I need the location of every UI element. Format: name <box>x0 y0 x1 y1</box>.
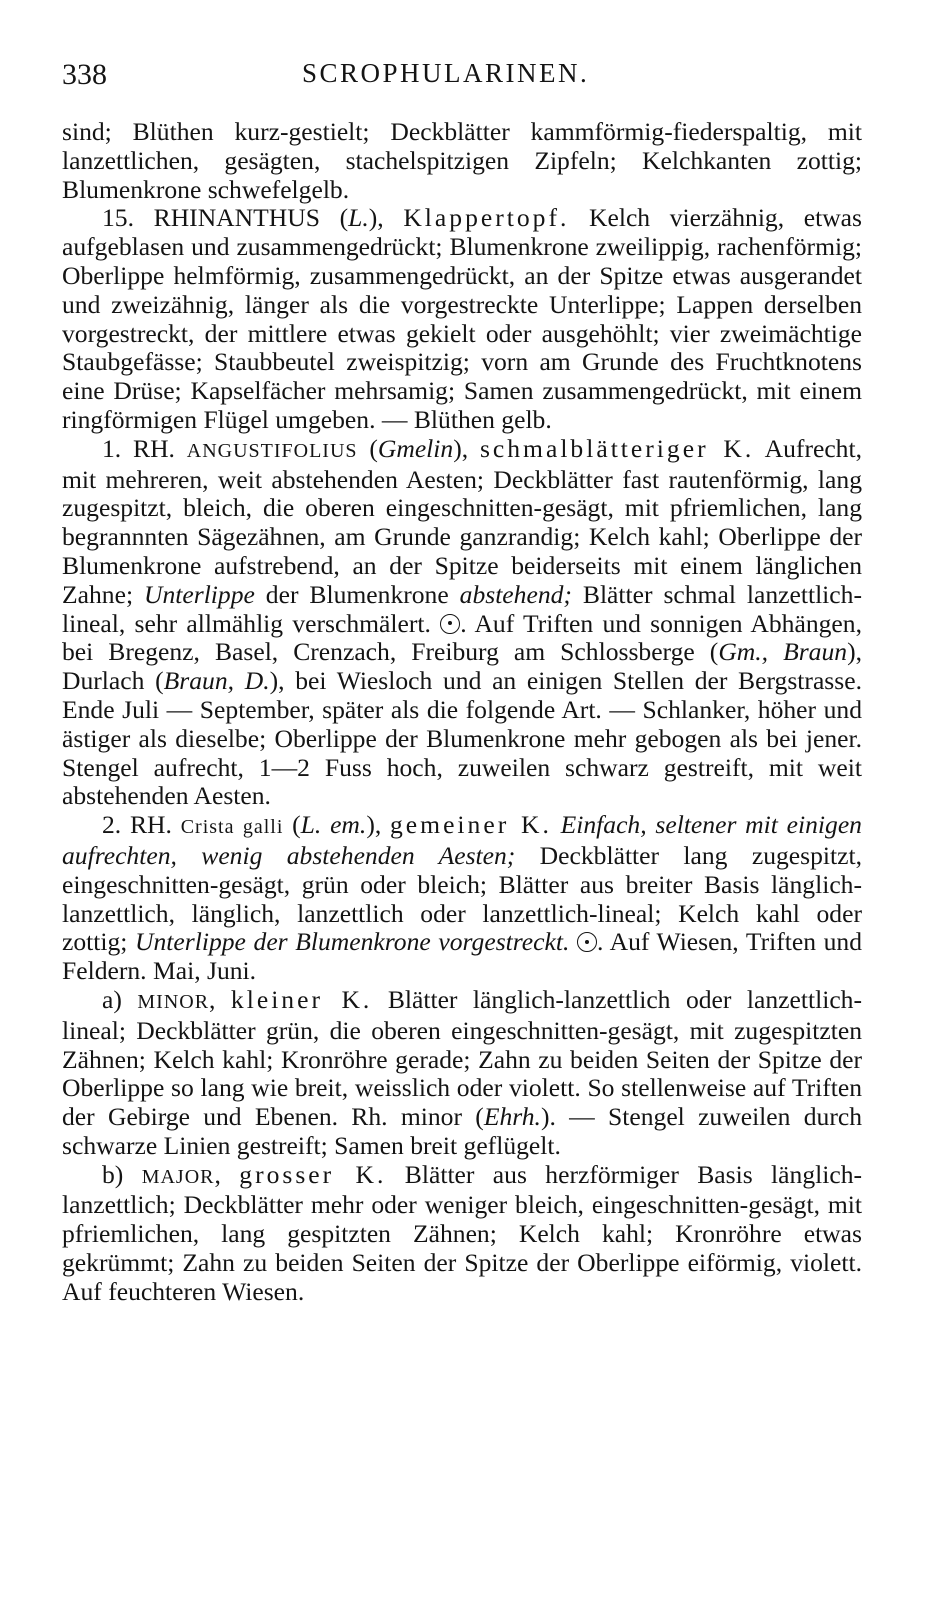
species-genus-abbr: RH. <box>133 433 175 463</box>
running-head: SCROPHULARINEN. <box>302 58 590 88</box>
genus-common-name: Klappertopf. <box>403 203 570 233</box>
species-epithet: Crista galli <box>180 816 284 839</box>
genus-authority: L. <box>348 203 369 233</box>
genus-number: 15. <box>102 203 134 233</box>
variety-b-entry: b) MAJOR, grosser K. Blätter aus herzförmiger Basis länglich-lanzettlich; Deckblätter mehr oder weniger bleich, eingeschnitten-gesägt, mit pfriemlichen, lang gespitzten Zähnen; Kelch kahl; Kronröhre etwas gekrümmt; Zahn zu beiden Seiten der Spitze der Oberlippe eiförmig, violett. Auf feuchteren Wiesen. <box>62 1159 863 1306</box>
genus-description: Kelch vierzähnig, etwas aufgeblasen und zusammengedrückt; Blumenkrone zweilippig, rachenförmig; Oberlippe helmförmig, zusammengedrückt, an der Spitze etwas ausgerandet und zweizähnig, länger als die vorgestreckte Unterlippe; Lappen derselben vorgestreckt, der mittlere etwas gekielt oder ausgehöhlt; vier zweimächtige Staubgefässe; Staubbeutel zweispitzig; vorn am Grunde des Fruchtknotens eine Drüse; Kapselfächer mehrsamig; Samen zusammengedrückt, mit einem ringförmigen Flügel umgeben. — Blüthen gelb. <box>62 203 863 434</box>
body-text <box>62 118 862 1307</box>
biennial-symbol-icon <box>440 614 460 634</box>
genus-name: RHINANTHUS <box>153 203 320 233</box>
species-authority: Gmelin <box>377 433 454 463</box>
species-common-name: schmalblätteriger K. <box>479 433 755 463</box>
page-number: 338 <box>62 58 107 91</box>
variety-name: MINOR <box>137 990 210 1013</box>
variety-common-name: grosser K. <box>239 1159 387 1189</box>
species-epithet: ANGUSTIFOLIUS <box>186 439 358 462</box>
variety-name: MAJOR <box>141 1165 215 1188</box>
species-genus-abbr: RH. <box>129 810 172 840</box>
page-header <box>62 58 862 98</box>
species-entry-1: 1. RH. ANGUSTIFOLIUS (Gmelin), schmalblätteriger K. Aufrecht, mit mehreren, weit abstehenden Aesten; Deckblätter fast rautenförmig, lang zugespitzt, bleich, die oberen eingeschnitten-gesägt, mit pfriemlichen, lang begrannnten Sägezähnen, am Grunde ganzrandig; Kelch kahl; Oberlippe der Blumenkrone aufstrebend, an der Spitze beiderseits mit einem länglichen Zahne; Unterlippe der Blumenkrone abstehend; Blätter schmal lanzettlich-lineal, sehr allmählig verschmälert. . Auf Triften und sonnigen Abhängen, bei Bregenz, Basel, Crenzach, Freiburg am Schlossberge (Gm., Braun), Durlach (Braun, D.), bei Wiesloch und an einigen Stellen der Bergstrasse. Ende Juli — September, später als die folgende Art. — Schlanker, höher und ästiger als dieselbe; Oberlippe der Blumenkrone mehr gebogen als bei jener. Stengel aufrecht, 1—2 Fuss hoch, zuweilen schwarz gestreift, mit weit abstehenden Aesten. <box>62 433 862 811</box>
species-authority: L. em. <box>300 810 367 840</box>
biennial-symbol-icon <box>577 932 597 952</box>
intro-paragraph: sind; Blüthen kurz-gestielt; Deckblätter kammförmig-fiederspaltig, mit lanzettlichen, gesägten, stachelspitzigen Zipfeln; Kelchkanten zottig; Blumenkrone schwefelgelb. <box>62 117 862 204</box>
variety-common-name: kleiner K. <box>230 984 373 1014</box>
variety-a-entry: a) MINOR, kleiner K. Blätter länglich-lanzettlich oder lanzettlich-lineal; Deckblätter grün, die oberen eingeschnitten-gesägt, mit zugespitzten Zähnen; Kelch kahl; Kronröhre gerade; Zahn zu beiden Seiten der Spitze der Oberlippe so lang wie breit, weisslich oder violett. So stellenweise auf Triften der Gebirge und Ebenen. Rh. minor (Ehrh.). — Stengel zuweilen durch schwarze Linien gestreift; Samen breit geflügelt. <box>62 984 863 1160</box>
species-entry-2: 2. RH. Crista galli (L. em.), gemeiner K. Einfach, seltener mit einigen aufrechten, wenig abstehenden Aesten; Deckblätter lang zugespitzt, eingeschnitten-gesägt, grün oder bleich; Blätter aus breiter Basis länglich-lanzettlich, länglich, lanzettlich oder lanzettlich-lineal; Kelch kahl oder zottig; Unterlippe der Blumenkrone vorgestreckt. . Auf Wiesen, Triften und Feldern. Mai, Juni. <box>62 810 862 986</box>
genus-entry: 15. RHINANTHUS (L.), Klappertopf. Kelch vierzähnig, etwas aufgeblasen und zusammengedrückt; Blumenkrone zweilippig, rachenförmig; Oberlippe helmförmig, zusammengedrückt, an der Spitze etwas ausgerandet und zweizähnig, länger als die vorgestreckte Unterlippe; Lappen derselben vorgestreckt, der mittlere etwas gekielt oder ausgehöhlt; vier zweimächtige Staubgefässe; Staubbeutel zweispitzig; vorn am Grunde des Fruchtknotens eine Drüse; Kapselfächer mehrsamig; Samen zusammengedrückt, mit einem ringförmigen Flügel umgeben. — Blüthen gelb. <box>62 203 863 434</box>
species-common-name: gemeiner K. <box>390 810 552 840</box>
